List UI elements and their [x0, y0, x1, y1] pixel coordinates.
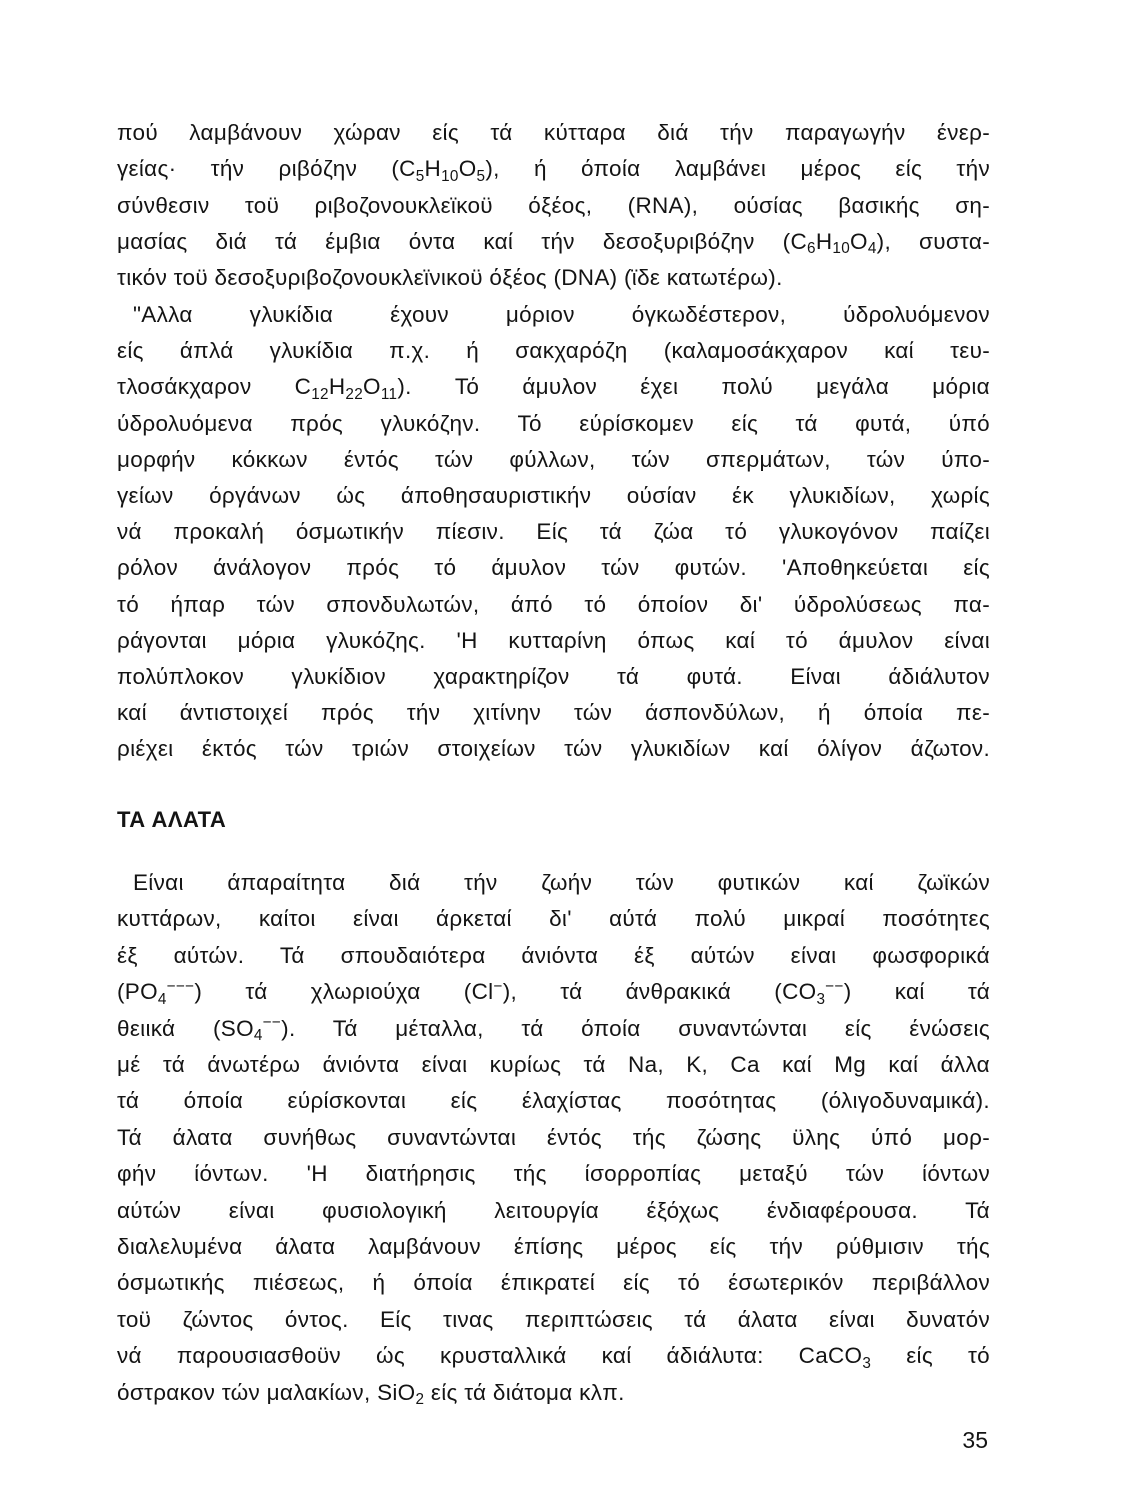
subscript: 2: [415, 1391, 425, 1409]
paragraph3-line: [117, 1011, 990, 1047]
paragraph2-line: [117, 333, 990, 369]
subscript: 5: [415, 167, 425, 185]
paragraph3-line: [117, 901, 990, 937]
paragraph2-line: [117, 442, 990, 478]
text-run: Είναι άπαραίτητα διά τήν ζωήν τών φυτικών καί ζωϊκών: [133, 870, 990, 895]
text-run: μασίας διά τά έμβια όντα καί τήν δεσοξυριβόζην (C: [117, 228, 808, 254]
text-run: ρόλον άνάλογον πρός τό άμυλον τών φυτών. 'Αποθηκεύεται είς: [117, 555, 990, 581]
subscript: 4: [253, 1027, 263, 1045]
paragraph3-line: [117, 1047, 990, 1083]
text-run: ). Τό άμυλον έχει πολύ μεγάλα μόρια: [397, 374, 990, 400]
subscript: 3: [816, 990, 826, 1008]
text-run: νά παρουσιασθοϋν ώς κρυσταλλικά καί άδιάλυτα: CaCO: [117, 1343, 863, 1369]
paragraph3-line: [117, 1156, 990, 1192]
text-run: είς άπλά γλυκίδια π.χ. ή σακχαρόζη (καλαμοσάκχαρον καί τευ-: [117, 338, 990, 364]
text-run: τλοσάκχαρον C: [117, 374, 312, 400]
text-run: σύνθεσιν τοϋ ριβοζονουκλεϊκοϋ όξέος, (RNA), ούσίας βασικής ση-: [117, 192, 990, 218]
subscript: 22: [345, 385, 364, 403]
text-run: τικόν τοϋ δεσοξυριβοζονουκλεϊνικοϋ όξέος (DNA) (ϊδε κατωτέρω).: [117, 265, 783, 291]
paragraph1-line: [117, 151, 990, 187]
paragraph3-line: [117, 938, 990, 974]
text-run: ριέχει έκτός τών τριών στοιχείων τών γλυκιδίων καί όλίγον άζωτον.: [117, 736, 990, 762]
text-run: "Αλλα γλυκίδια έχουν μόριον όγκωδέστερον, ύδρολυόμενον: [133, 302, 990, 327]
text-run: ) καί τά: [843, 979, 990, 1005]
paragraph2-line: [117, 695, 990, 731]
superscript: −: [493, 977, 503, 995]
paragraph3-line: [117, 1120, 990, 1156]
text-run: είς τό: [871, 1343, 990, 1369]
paragraph1-line: [117, 224, 990, 260]
subscript: 3: [862, 1354, 872, 1372]
text-run: πολύπλοκον γλυκίδιον χαρακτηρίζον τά φυτά. Είναι άδιάλυτον: [117, 664, 990, 689]
text-run: τά όποία εύρίσκονται είς έλαχίστας ποσότητας (όλιγοδυναμικά).: [117, 1088, 990, 1114]
text-run: γείας· τήν ριβόζην (C: [117, 156, 416, 182]
text-run: (PO: [117, 979, 158, 1005]
text-run: νά προκαλή όσμωτικήν πίεσιν. Είς τά ζώα τό γλυκογόνον παίζει: [117, 519, 990, 545]
text-run: ), ή όποία λαμβάνει μέρος είς τήν: [485, 156, 990, 182]
paragraph3-line: [117, 1265, 990, 1301]
text-run: Τά άλατα συνήθως συναντώνται έντός τής ζώσης ϋλης ύπό μορ-: [117, 1124, 990, 1150]
text-run: ύδρολυόμενα πρός γλυκόζην. Τό εύρίσκομεν είς τά φυτά, ύπό: [117, 410, 990, 436]
paragraph2-line: [117, 550, 990, 586]
paragraph1-line: [117, 260, 990, 296]
text-run: ράγονται μόρια γλυκόζης. 'Η κυτταρίνη όπως καί τό άμυλον είναι: [117, 627, 990, 653]
superscript: −−: [825, 977, 844, 995]
paragraph2-line: [117, 587, 990, 623]
text-run: καί άντιστοιχεί πρός τήν χιτίνην τών άσπονδύλων, ή όποία πε-: [117, 700, 990, 726]
text-run: τοϋ ζώντος όντος. Είς τινας περιπτώσεις τά άλατα είναι δυνατόν: [117, 1306, 990, 1332]
paragraph3-line: [117, 974, 990, 1010]
subscript: 10: [832, 240, 851, 258]
text-run: ), συστα-: [876, 228, 990, 254]
text-run: πού λαμβάνουν χώραν είς τά κύτταρα διά τήν παραγωγήν ένερ-: [117, 120, 990, 145]
text-run: είς τά διάτομα κλπ.: [424, 1379, 625, 1405]
paragraph1-line: [117, 188, 990, 224]
paragraph3-line: [117, 1229, 990, 1265]
paragraph2-line: [117, 659, 990, 695]
paragraph2-line: [117, 297, 990, 333]
text-run: μορφήν κόκκων έντός τών φύλλων, τών σπερμάτων, τών ύπο-: [117, 446, 990, 472]
text-run: θειικά (SO: [117, 1015, 254, 1041]
text-run: H: [328, 374, 346, 400]
paragraph2-line: [117, 623, 990, 659]
text-run: μέ τά άνωτέρω άνιόντα είναι κυρίως τά Na, K, Ca καί Mg καί άλλα: [117, 1052, 990, 1077]
paragraph3-line: [117, 1193, 990, 1229]
text-run: ) τά χλωριούχα (Cl: [194, 979, 494, 1005]
paragraph3-line: [117, 1375, 990, 1411]
subscript: 10: [441, 167, 459, 185]
paragraph2-line: [117, 731, 990, 767]
text-run: όστρακον τών μαλακίων, SiO: [117, 1379, 416, 1405]
subscript: 6: [807, 240, 816, 258]
superscript: −−−: [166, 977, 195, 995]
text-run: O: [458, 156, 477, 182]
text-run: διαλελυμένα άλατα λαμβάνουν έπίσης μέρος είς τήν ρύθμισιν τής: [117, 1234, 990, 1259]
page-number: 35: [962, 1427, 988, 1453]
text-run: έξ αύτών. Τά σπουδαιότερα άνιόντα έξ αύτών είναι φωσφορικά: [117, 942, 990, 968]
paragraph1-line: [117, 115, 990, 151]
subscript: 4: [157, 990, 167, 1008]
text-run: τό ήπαρ τών σπονδυλωτών, άπό τό όποίον δι' ύδρολύσεως πα-: [117, 591, 990, 617]
paragraph3-line: [117, 1083, 990, 1119]
text-run: O: [363, 374, 381, 400]
paragraph2-line: [117, 478, 990, 514]
text-run: κυττάρων, καίτοι είναι άρκεταί δι' αύτά πολύ μικραί ποσότητες: [117, 906, 990, 932]
text-run: όσμωτικής πιέσεως, ή όποία έπικρατεί είς τό έσωτερικόν περιβάλλον: [117, 1270, 990, 1296]
superscript: −−: [262, 1014, 282, 1032]
text-run: ), τά άνθρακικά (CO: [502, 979, 817, 1005]
text-run: γείων όργάνων ώς άποθησαυριστικήν ούσίαν έκ γλυκιδίων, χωρίς: [117, 483, 990, 508]
subscript: 11: [380, 385, 398, 403]
subscript: 12: [311, 385, 329, 403]
text-run: H: [424, 156, 442, 182]
section-heading: ΤΑ ΑΛΑΤΑ: [117, 807, 227, 832]
paragraph2-line: [117, 369, 990, 405]
subscript: 4: [867, 240, 877, 258]
paragraph3-line: [117, 1302, 990, 1338]
paragraph3-line: [117, 865, 990, 901]
subscript: 5: [476, 167, 486, 185]
text-run: φήν ίόντων. 'Η διατήρησις τής ίσορροπίας μεταξύ τών ίόντων: [117, 1161, 990, 1187]
text-run: αύτών είναι φυσιολογική λειτουργία έξόχως ένδιαφέρουσα. Τά: [117, 1197, 990, 1223]
paragraph2-line: [117, 514, 990, 550]
text-run: ). Τά μέταλλα, τά όποία συναντώνται είς ένώσεις: [281, 1015, 991, 1041]
text-run: O: [850, 228, 868, 254]
paragraph3-line: [117, 1338, 990, 1374]
text-run: H: [815, 228, 833, 254]
paragraph2-line: [117, 406, 990, 442]
